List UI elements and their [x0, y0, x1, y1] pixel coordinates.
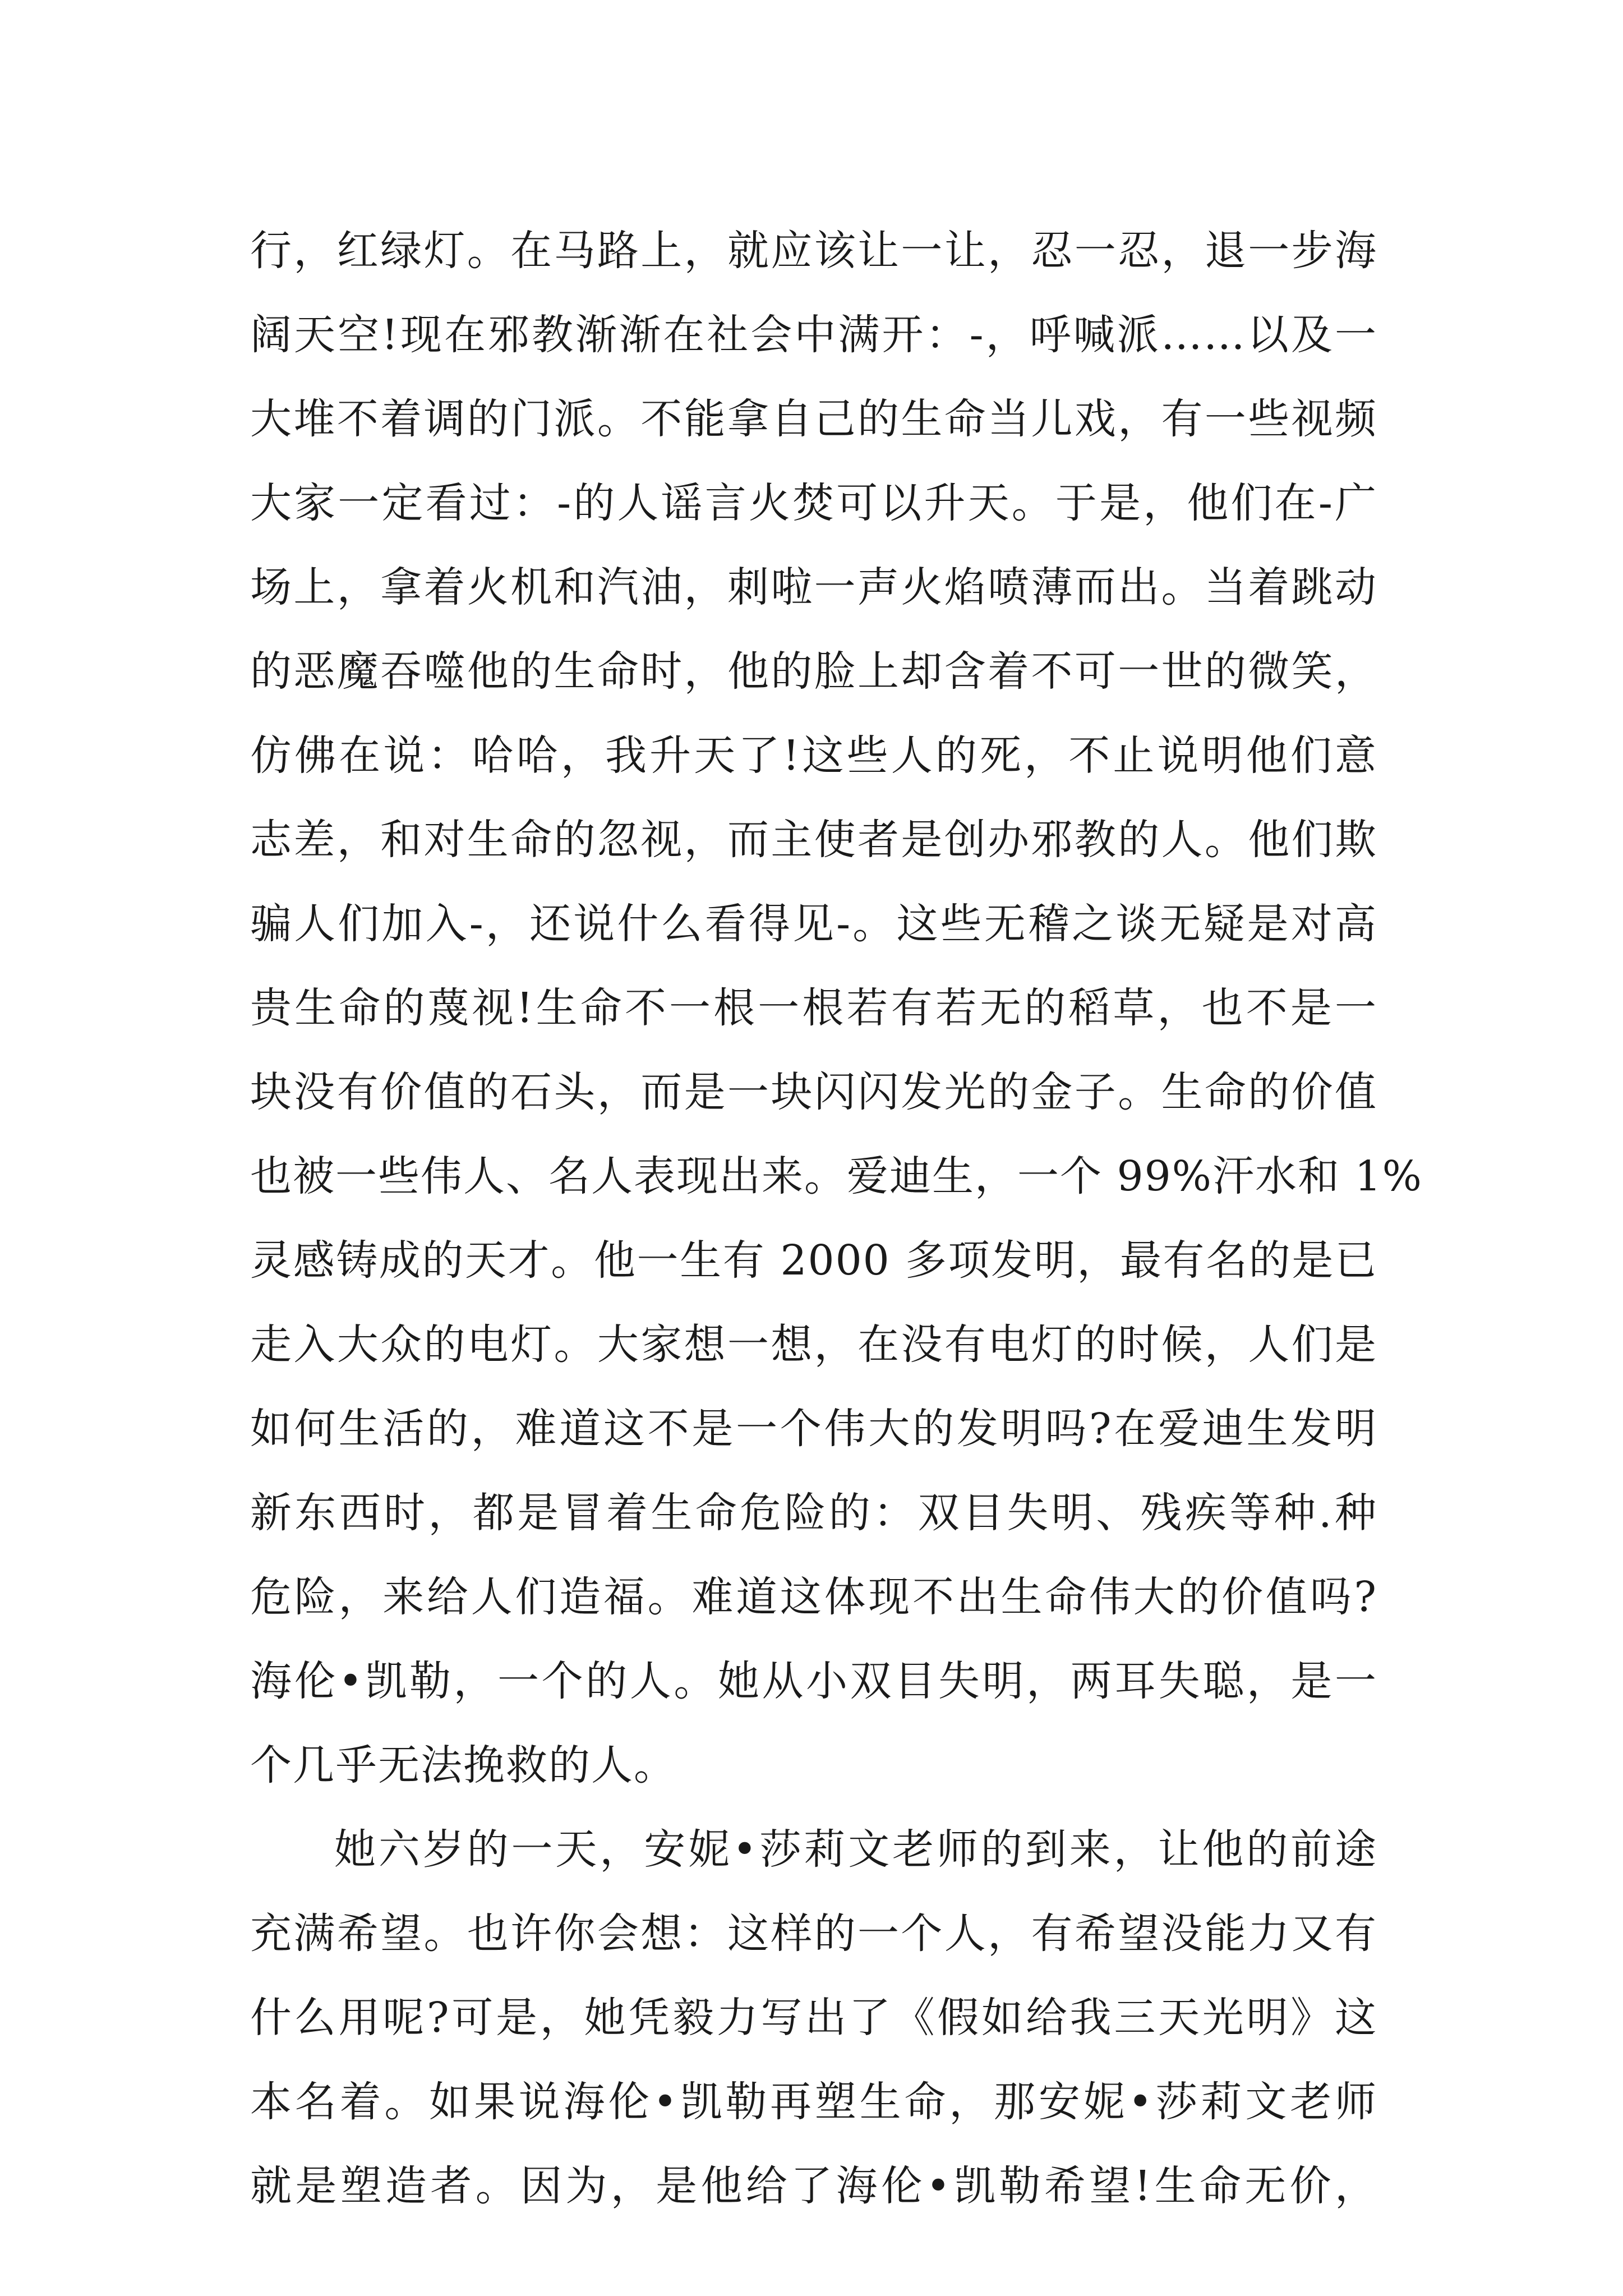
text-line: 海伦•凯勒，一个的人。她从小双目失明，两耳失聪，是一: [250, 1657, 1377, 1705]
text-line: 场上，拿着火机和汽油，刺啦一声火焰喷薄而出。当着跳动: [250, 563, 1377, 611]
text-line: 志差，和对生命的忽视，而主使者是创办邪教的人。他们欺: [250, 816, 1377, 864]
text-line: 骗人们加入-，还说什么看得见-。这些无稽之谈无疑是对高: [250, 900, 1377, 948]
text-line: 新东西时，都是冒着生命危险的：双目失明、残疾等种.种: [250, 1489, 1377, 1537]
text-line: 危险，来给人们造福。难道这体现不出生命伟大的价值吗?: [250, 1573, 1377, 1621]
text-line: 阔天空!现在邪教渐渐在社会中满开：-，呼喊派……以及一: [250, 311, 1377, 359]
paragraph-start-line: 她六岁的一天，安妮•莎莉文老师的到来，让他的前途: [334, 1825, 1377, 1874]
text-line: 本名着。如果说海伦•凯勒再塑生命，那安妮•莎莉文老师: [250, 2078, 1377, 2126]
text-line: 就是塑造者。因为，是他给了海伦•凯勒希望!生命无价，: [250, 2162, 1377, 2210]
text-line: 如何生活的，难道这不是一个伟大的发明吗?在爱迪生发明: [250, 1405, 1377, 1453]
text-line: 个几乎无法挽救的人。: [250, 1741, 676, 1789]
body-text: [250, 209, 1423, 2228]
text-line: 贵生命的蔑视!生命不一根一根若有若无的稻草，也不是一: [250, 984, 1377, 1032]
text-line: 仿佛在说：哈哈，我升天了!这些人的死，不止说明他们意: [250, 731, 1377, 780]
text-line: 充满希望。也许你会想：这样的一个人，有希望没能力又有: [250, 1910, 1377, 1958]
text-line: 大堆不着调的门派。不能拿自己的生命当儿戏，有一些视频: [250, 395, 1377, 443]
text-line: 也被一些伟人、名人表现出来。爱迪生，一个 99%汗水和 1%: [250, 1152, 1423, 1200]
text-line: 行，红绿灯。在马路上，就应该让一让，忍一忍，退一步海: [250, 227, 1377, 275]
text-line: 灵感铸成的天才。他一生有 2000 多项发明，最有名的是已: [250, 1236, 1377, 1285]
text-line: 什么用呢?可是，她凭毅力写出了《假如给我三天光明》这: [250, 1994, 1377, 2042]
text-line: 大家一定看过：-的人谣言火焚可以升天。于是，他们在-广: [250, 479, 1377, 527]
text-line: 的恶魔吞噬他的生命时，他的脸上却含着不可一世的微笑，: [250, 647, 1377, 696]
text-line: 走入大众的电灯。大家想一想，在没有电灯的时候，人们是: [250, 1320, 1377, 1369]
text-line: 块没有价值的石头，而是一块闪闪发光的金子。生命的价值: [250, 1068, 1377, 1116]
